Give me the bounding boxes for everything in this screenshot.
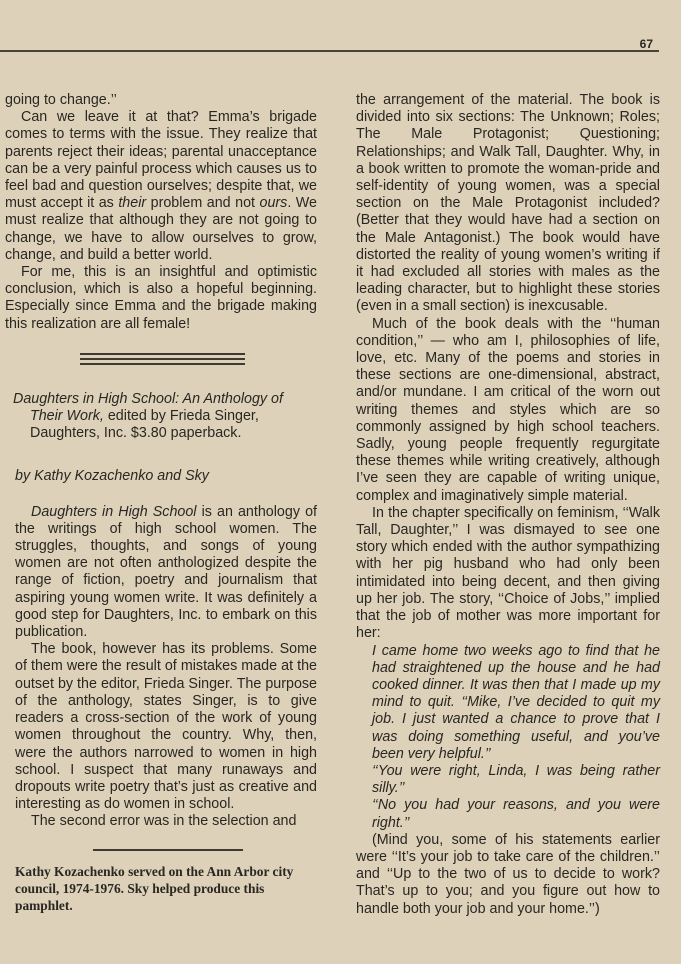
quote-paragraph-2: ‘‘You were right, Linda, I was being rather silly.’’ (372, 762, 660, 797)
review-paragraph-2: The book, however has its problems. Some of them were the result of mistakes made at the outset by the editor, Frieda Singer. The purpose of the anthology, states Singer, is to give readers a cross-section of the work of young women throughout the country. Why, then, were the authors narrowed to women in high school. I suspect that many runaways and dropouts write poetry that’s just as creative and interesting as do women in school. (15, 641, 317, 813)
section-divider (80, 353, 245, 365)
quote-paragraph-1: I came home two weeks ago to find that he had straightened up the house and he had cooked dinner. It was then that I made up my mind to quit. ‘‘Mike, I’ve decided to quit my job. I just wanted a chance to prove that I was doing something useful, and you’ve been very helpful.’’ (372, 642, 660, 762)
review-paragraph-3: The second error was in the selection and (31, 813, 297, 830)
header-rule (0, 50, 659, 52)
right-paragraph-4: (Mind you, some of his statements earlier were ‘‘It’s your job to take care of the children.’’ and ‘‘Up to the two of us to decide to work? That’s up to you; and you figure out how to handle both your job and your home.’’) (356, 831, 660, 917)
left-paragraph-1: going to change.’’ (5, 92, 117, 108)
review-body (5, 504, 317, 831)
left-column (5, 92, 317, 914)
review-byline: by Kathy Kozachenko and Sky (15, 468, 209, 485)
right-paragraph-2: Much of the book deals with the ‘‘human condition,’’ — who am I, philosophies of life, love, etc. Many of the poems and stories in these sections are one-dimensional, abstract, and/or mundane. I am critical of the worn out writing themes and styles which are so commonly assigned by high school teachers. Sadly, young people frequently regurgitate these themes while writing creatively, although I’ve seen they are capable of writing unique, complex and imaginatively simple material. (356, 315, 660, 504)
left-paragraph-2: Can we leave it at that? Emma’s brigade comes to terms with the issue. They realize that parents reject their ideas; parental unacceptance can be a very painful process which causes us to feel bad and question ourselves; despite that, we must accept it as their problem and not ours. We must realize that although they are not going to change, we have to allow ourselves to grow, change, and build a better world. (5, 109, 317, 263)
page-number: 67 (639, 37, 653, 51)
book-citation: Daughters in High School: An Anthology of Their Work, edited by Frieda Singer, Daughters, Inc. $3.80 paperback. (13, 390, 283, 442)
right-paragraph-3: In the chapter specifically on feminism, ‘‘Walk Tall, Daughter,’’ I was dismayed to see one story which ended with the author sympathizing with her pig husband who had only been intimidated into being decent, and then giving up her job. The story, ‘‘Choice of Jobs,’’ implied that the job of mother was more important for her: (356, 504, 660, 642)
bio-divider (93, 849, 243, 851)
review-paragraph-1: Daughters in High School is an anthology of the writings of high school women. The struggles, thoughts, and songs of young women are not often anthologized despite the range of fiction, poetry and journalism that aspiring young women write. It was definitely a good step for Daughters, Inc. to embark on this publication. (15, 503, 317, 641)
author-bio: Kathy Kozachenko served on the Ann Arbor city council, 1974-1976. Sky helped produce this pamphlet. (15, 863, 294, 913)
right-column (356, 92, 660, 918)
right-paragraph-1: the arrangement of the material. The book is divided into six sections: The Unknown; Roles; The Male Protagonist; Questioning; Relationships; and Walk Tall, Daughter. Why, in a book written to promote the woman-pride and self-identity of young women, was a special section on the Male Protagonist included? (Better that they would have had a section on the Male Antagonist.) The book would have distorted the reality of young women’s writing if it had excluded all stories with males as the leading character, but to highlight these stories (even in a small section) is inexcusable. (356, 92, 660, 315)
left-paragraph-3: For me, this is an insightful and optimistic conclusion, which is also a hopeful beginning. Especially since Emma and the brigade making this realization are all female! (5, 264, 317, 332)
quote-paragraph-3: ‘‘No you had your reasons, and you were right.’’ (372, 797, 660, 831)
